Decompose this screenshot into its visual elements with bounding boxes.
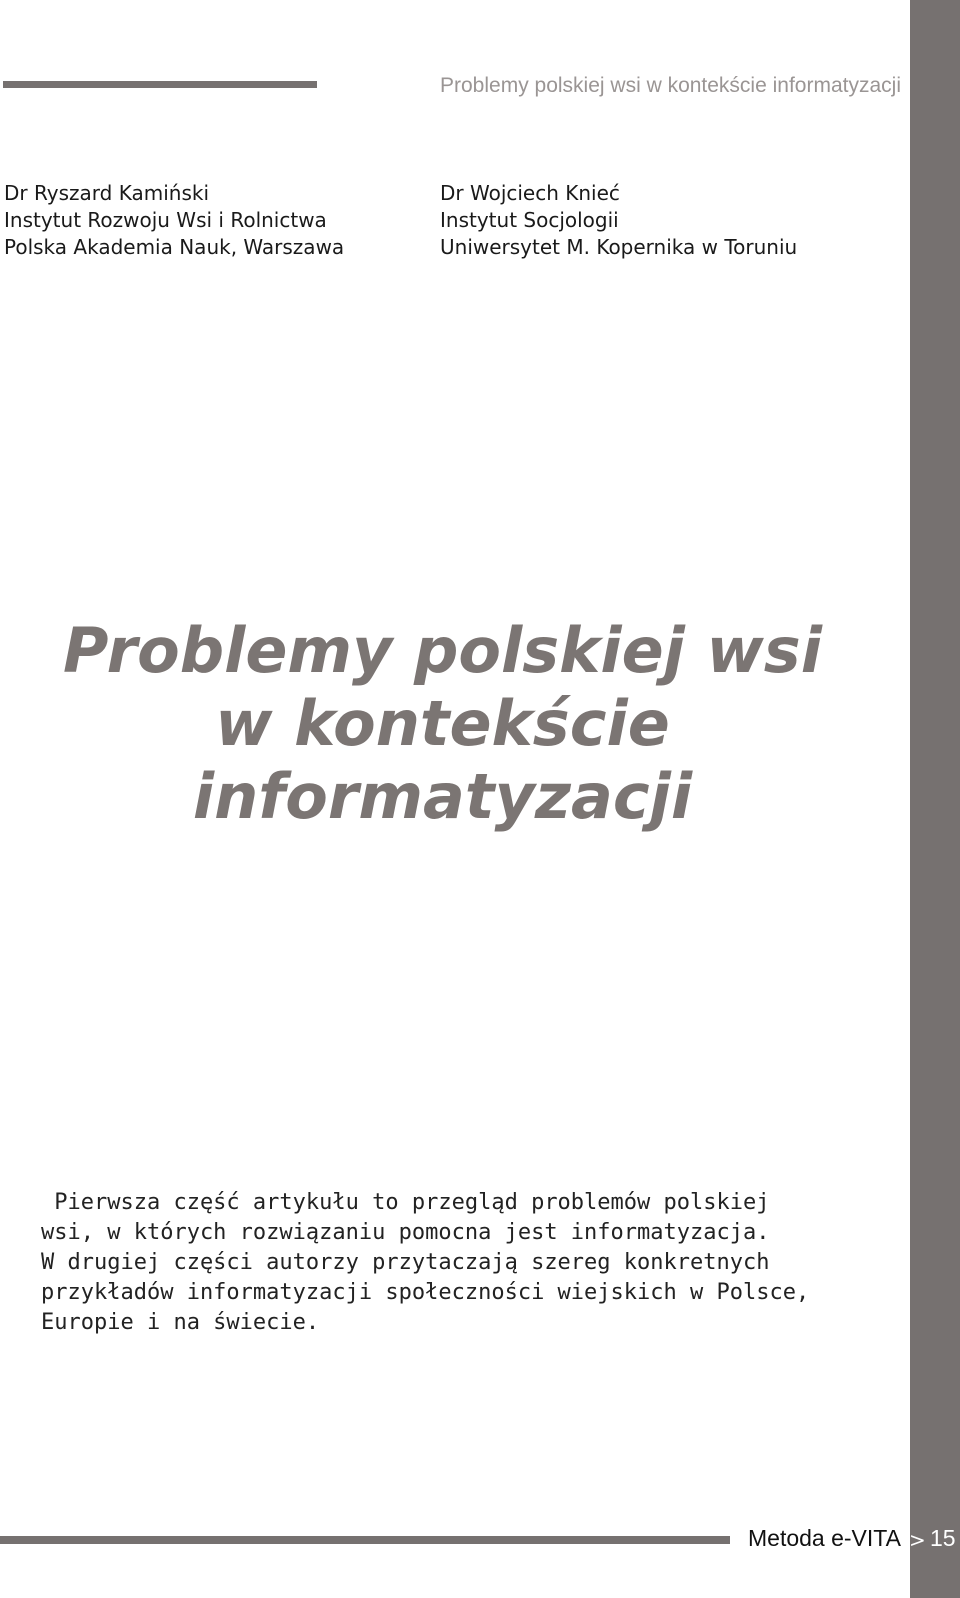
author-institute: Instytut Socjologii <box>440 208 619 232</box>
bottom-rule <box>0 1536 730 1544</box>
running-title: Problemy polskiej wsi w kontekście informatyzacji <box>440 74 901 97</box>
footer-brand: Metoda e-VITA <box>748 1525 901 1551</box>
abstract <box>41 1188 810 1338</box>
abstract-line: przykładów informatyzacji społeczności wiejskich w Polsce, <box>41 1280 810 1305</box>
title-line: w kontekście <box>215 687 670 760</box>
author-block-2 <box>440 180 797 261</box>
author-organization: Uniwersytet M. Kopernika w Toruniu <box>440 235 798 259</box>
author-institute: Instytut Rozwoju Wsi i Rolnictwa <box>4 208 327 232</box>
author-block-1 <box>4 180 344 261</box>
abstract-line: Europie i na świecie. <box>41 1310 320 1335</box>
abstract-line: wsi, w których rozwiązaniu pomocna jest informatyzacja. <box>41 1220 770 1245</box>
title-line: Problemy polskiej wsi <box>63 614 822 687</box>
author-name: Dr Ryszard Kamiński <box>4 181 210 205</box>
author-name: Dr Wojciech Knieć <box>440 181 620 205</box>
title-line: informatyzacji <box>192 760 693 833</box>
abstract-line: Pierwsza część artykułu to przegląd problemów polskiej <box>41 1190 770 1215</box>
author-organization: Polska Akademia Nauk, Warszawa <box>4 235 345 259</box>
article-title <box>0 614 885 833</box>
side-bar <box>910 0 960 1598</box>
page-number: 15 <box>930 1525 956 1551</box>
footer-separator-icon: > <box>909 1528 926 1552</box>
abstract-line: W drugiej części autorzy przytaczają szereg konkretnych <box>41 1250 770 1275</box>
top-rule <box>3 81 317 88</box>
